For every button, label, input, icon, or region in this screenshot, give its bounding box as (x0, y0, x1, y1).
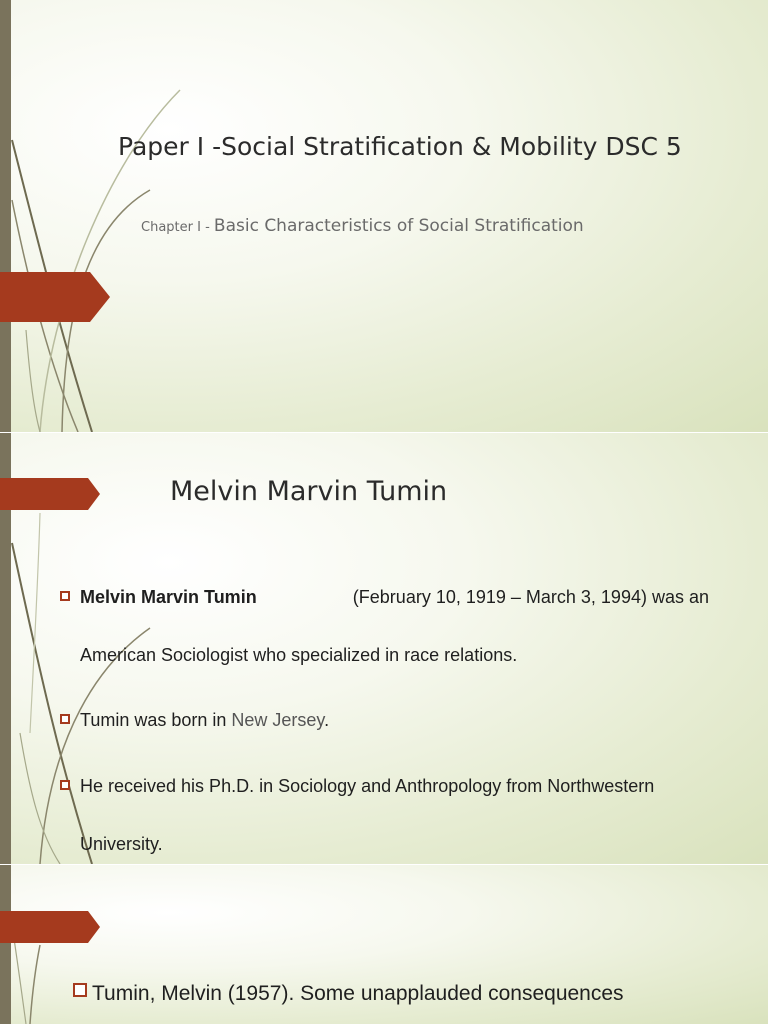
square-bullet-icon (60, 780, 70, 790)
square-bullet-icon (60, 714, 70, 724)
new-jersey-link[interactable]: New Jersey (231, 710, 325, 730)
slide-1 (0, 0, 768, 432)
subtitle-prefix: Chapter I - (141, 220, 214, 235)
arrow-tab (0, 272, 110, 322)
list-item (80, 710, 329, 731)
square-bullet-icon (73, 983, 87, 997)
slide-title: Melvin Marvin Tumin (170, 476, 448, 507)
list-item (80, 776, 654, 797)
list-item (80, 587, 709, 608)
bullet-name: Melvin Marvin Tumin (80, 587, 257, 607)
bullet-text: (February 10, 1919 – March 3, 1994) was an (352, 587, 709, 607)
list-item: Tumin, Melvin (1957). Some unapplauded consequences (92, 982, 624, 1005)
subtitle-main: Basic Characteristics of Social Stratification (213, 216, 584, 236)
bullet-line (80, 587, 709, 608)
bullet-text: Tumin was born in (80, 710, 232, 730)
arrow-tab (0, 478, 100, 510)
bullet-text: He received his Ph.D. in Sociology and Anthropology from Northwestern (80, 776, 655, 796)
square-bullet-icon (60, 591, 70, 601)
bullet-continuation: University. (80, 834, 163, 854)
arrow-tab (0, 911, 100, 943)
slide-subtitle (141, 216, 584, 236)
bullet-continuation: American Sociologist who specialized in race relations. (80, 645, 518, 665)
slide-title: Paper I -Social Stratification & Mobility DSC 5 (118, 132, 682, 161)
bullet-suffix: . (324, 710, 330, 730)
